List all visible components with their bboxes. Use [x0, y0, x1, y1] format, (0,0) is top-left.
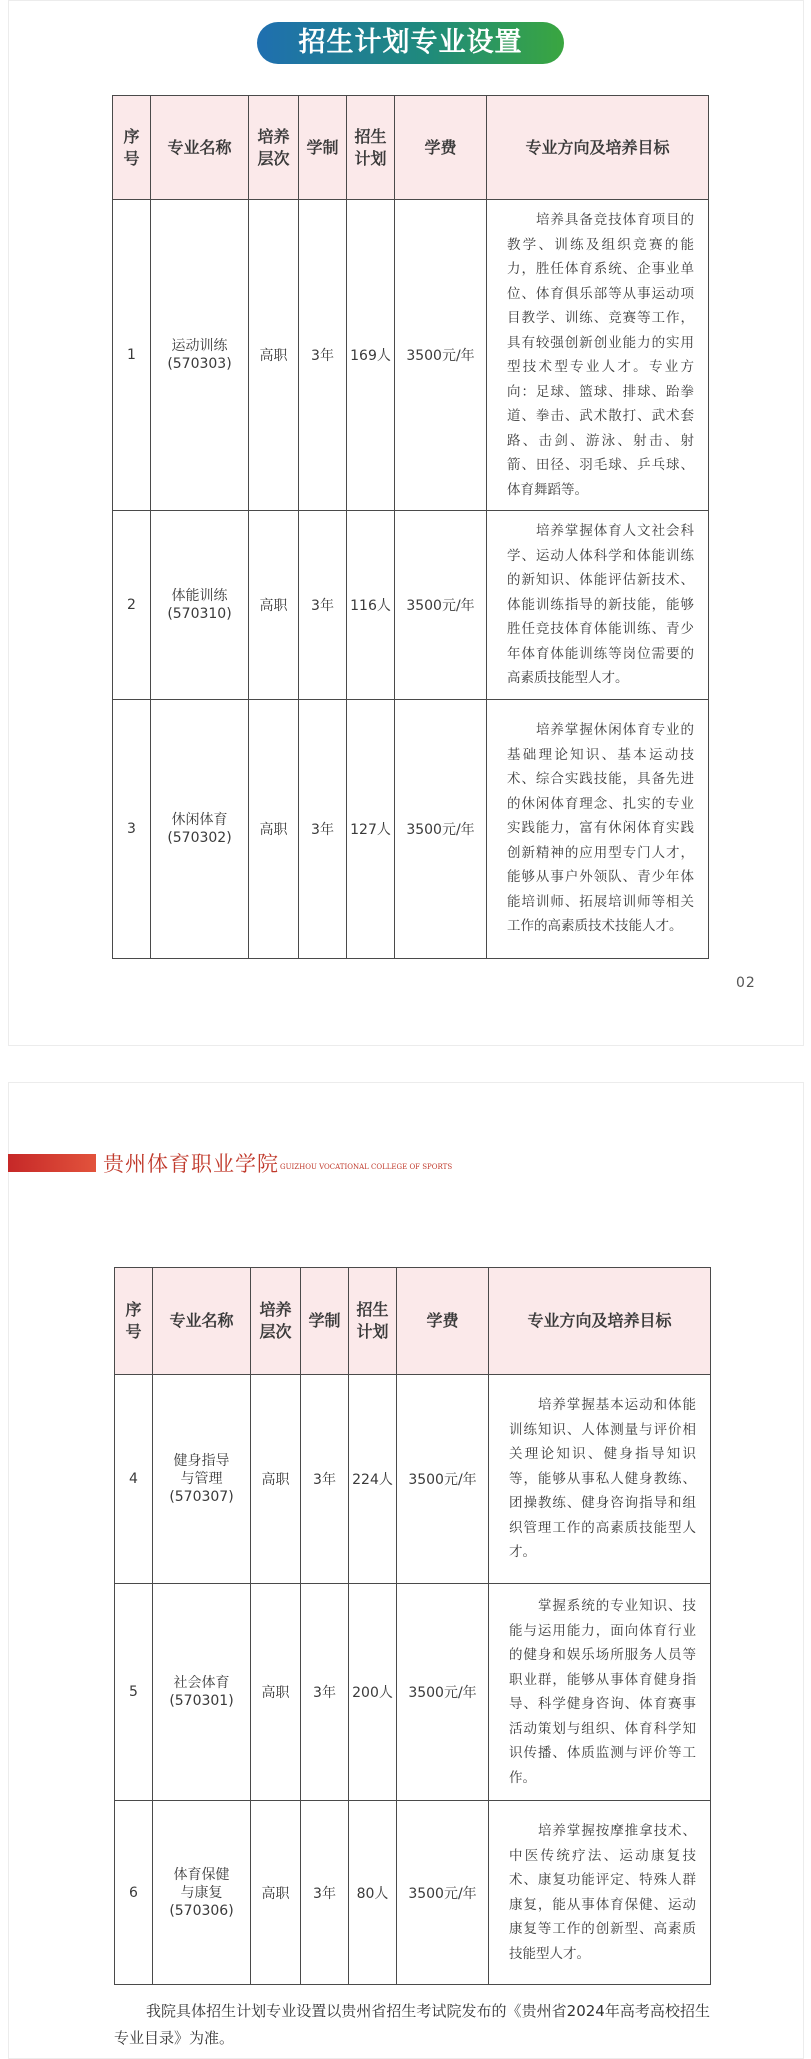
table-header-row — [115, 1268, 711, 1375]
row-quota: 169人 — [347, 200, 395, 511]
school-accent-bar — [8, 1154, 96, 1172]
header-level: 培养层次 — [249, 96, 299, 200]
row-major: 社会体育 (570301) — [153, 1584, 251, 1801]
row-goal: 培养掌握体育人文社会科学、运动人体科学和体能训练的新知识、体能评估新技术、体能训练指导的新技能，能够胜任竞技体育体能训练、青少年体育体能训练等岗位需要的高素质技能型人才。 — [487, 511, 709, 700]
row-goal: 培养掌握按摩推拿技术、中医传统疗法、运动康复技术、康复功能评定、特殊人群康复，能从事体育保健、运动康复等工作的创新型、高素质技能型人才。 — [489, 1801, 711, 1985]
header-quota: 招生计划 — [349, 1268, 397, 1375]
row-duration: 3年 — [301, 1375, 349, 1584]
row-goal: 培养掌握基本运动和体能训练知识、人体测量与评价相关理论知识、健身指导知识等，能够从事私人健身教练、团操教练、健身咨询指导和组织管理工作的高素质技能型人才。 — [489, 1375, 711, 1584]
school-name: 贵州体育职业学院 — [103, 1152, 279, 1176]
row-duration: 3年 — [299, 511, 347, 700]
row-index: 4 — [115, 1375, 153, 1584]
row-quota: 80人 — [349, 1801, 397, 1985]
row-index: 5 — [115, 1584, 153, 1801]
row-quota: 127人 — [347, 699, 395, 958]
row-tuition: 3500元/年 — [395, 200, 487, 511]
table-row — [115, 1375, 711, 1584]
header-duration: 学制 — [299, 96, 347, 200]
row-tuition: 3500元/年 — [395, 511, 487, 700]
row-major: 体育保健 与康复 (570306) — [153, 1801, 251, 1985]
row-index: 2 — [113, 511, 151, 700]
header-index: 序号 — [115, 1268, 153, 1375]
table-header-row — [113, 96, 709, 200]
table-row — [113, 200, 709, 511]
header-tuition: 学费 — [395, 96, 487, 200]
row-tuition: 3500元/年 — [397, 1584, 489, 1801]
header-index: 序号 — [113, 96, 151, 200]
row-level: 高职 — [251, 1375, 301, 1584]
table-row — [113, 511, 709, 700]
row-tuition: 3500元/年 — [395, 699, 487, 958]
row-quota: 116人 — [347, 511, 395, 700]
row-goal: 掌握系统的专业知识、技能与运用能力，面向体育行业的健身和娱乐场所服务人员等职业群，能够从事体育健身指导、科学健身咨询、体育赛事活动策划与组织、体育科学知识传播、体质监测与评价等工作。 — [489, 1584, 711, 1801]
row-level: 高职 — [251, 1801, 301, 1985]
row-level: 高职 — [249, 200, 299, 511]
row-major: 体能训练 (570310) — [151, 511, 249, 700]
enrollment-table-1 — [112, 95, 709, 959]
section-banner: 招生计划专业设置 — [257, 22, 564, 64]
row-major: 健身指导 与管理 (570307) — [153, 1375, 251, 1584]
row-level: 高职 — [249, 511, 299, 700]
row-index: 3 — [113, 699, 151, 958]
row-tuition: 3500元/年 — [397, 1375, 489, 1584]
row-duration: 3年 — [299, 699, 347, 958]
header-quota: 招生计划 — [347, 96, 395, 200]
school-english-name: GUIZHOU VOCATIONAL COLLEGE OF SPORTS — [280, 1163, 453, 1171]
row-duration: 3年 — [299, 200, 347, 511]
enrollment-table-2 — [114, 1267, 711, 1985]
header-major: 专业名称 — [153, 1268, 251, 1375]
row-goal: 培养具备竞技体育项目的教学、训练及组织竞赛的能力，胜任体育系统、企事业单位、体育俱乐部等从事运动项目教学、训练、竞赛等工作，具有较强创新创业能力的实用型技术型专业人才。专业方向：足球、篮球、排球、跆拳道、拳击、武术散打、武术套路、击剑、游泳、射击、射箭、田径、羽毛球、乒乓球、体育舞蹈等。 — [487, 200, 709, 511]
header-tuition: 学费 — [397, 1268, 489, 1375]
row-duration: 3年 — [301, 1801, 349, 1985]
header-goal: 专业方向及培养目标 — [487, 96, 709, 200]
row-tuition: 3500元/年 — [397, 1801, 489, 1985]
header-level: 培养层次 — [251, 1268, 301, 1375]
row-index: 1 — [113, 200, 151, 511]
row-index: 6 — [115, 1801, 153, 1985]
row-level: 高职 — [249, 699, 299, 958]
row-quota: 200人 — [349, 1584, 397, 1801]
table-row — [115, 1801, 711, 1985]
page-number: 02 — [736, 975, 756, 991]
table-row — [113, 699, 709, 958]
header-duration: 学制 — [301, 1268, 349, 1375]
row-quota: 224人 — [349, 1375, 397, 1584]
row-level: 高职 — [251, 1584, 301, 1801]
table-row — [115, 1584, 711, 1801]
header-major: 专业名称 — [151, 96, 249, 200]
row-major: 休闲体育 (570302) — [151, 699, 249, 958]
row-major: 运动训练 (570303) — [151, 200, 249, 511]
header-goal: 专业方向及培养目标 — [489, 1268, 711, 1375]
row-goal: 培养掌握休闲体育专业的基础理论知识、基本运动技术、综合实践技能，具备先进的休闲体育理念、扎实的专业实践能力，富有休闲体育实践创新精神的应用型专门人才，能够从事户外领队、青少年体能培训师、拓展培训师等相关工作的高素质技术技能人才。 — [487, 699, 709, 958]
footnote: 我院具体招生计划专业设置以贵州省招生考试院发布的《贵州省2024年高考高校招生专业目录》为准。 — [114, 2002, 710, 2047]
row-duration: 3年 — [301, 1584, 349, 1801]
